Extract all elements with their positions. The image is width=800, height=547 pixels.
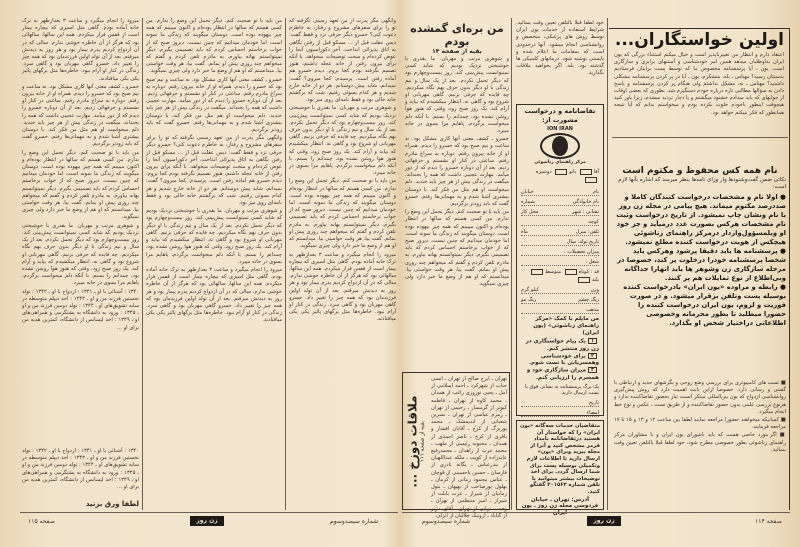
article-intro <box>614 52 784 134</box>
hell-continued: بقیه از صفحه ۱۱۱ <box>419 420 426 462</box>
magazine-logo: زن روز <box>587 516 621 526</box>
story-headline <box>405 22 509 55</box>
checkbox-mrs[interactable] <box>555 169 567 175</box>
left-column-3 <box>22 18 139 444</box>
address-text: آدرس: تهران ـ خیابان فردوسی مجله زن روز ـ یون <box>521 496 599 510</box>
form-title: تقاضانامه و درخواست مشورت از: <box>524 107 596 124</box>
article-headline: اولین خواستگاران... <box>614 30 784 50</box>
field-weight[interactable]: وزن کیلو گرم <box>521 284 599 294</box>
side-note: خود لطفا قبلا بالتلفن تعیین وقت بنمائید. شرایط استفاده از خدمات یون ایران توسط روش های پزشکی، متخصص و روانشناسی انجام میشود. آنها درحدودی است که بمقامات ما اعلام شده و بایستی نوشته شود. درمانهای کلینیکی ها گذشته بود، بله، اگر بخواهید ملاقات بگذارید. <box>516 20 604 77</box>
hell-names: تهران ـ ایرج صالح از تهران ـ انسی جناب از شهرکرد ـ احمد اسلامی از آمل ـ یحیی نوروزی راغب از همدان ـ محمد کاوه از تهران ـ فاطمه کیوتر از گرمسار ـ رحیمی از تهران ـ زمزم عباسی از تهران ـ نسرین شعبانی از اندیمشک ـ محمد پوربرگ از کرج ـ آقایان افشار و باقری از کرج ـ ناصر احمدی از همدان ـ محبوبه رئیسی از ملهب ـ محمد عرب از زاهدان ـ محمدرفیع عابدزاده از کویت ـ ملکه عبداللهیان از بندرعباس ـ یگانه نادری از فارسان ـ حسین یاحسینی از قوچان ـ عباس محمود زمانی از کرمان ـ بهلول پورصاحب از بهبهان ـ بتول زمانیان از شیراز ـ عزت بابلت از شیراز ـ امیر منتظمی از تهران ـ رحمت ترابی از تهران ـ آقای مزیر از گناباد ـ آروتیک جلالیان از انزلی. <box>431 376 507 519</box>
body-text: من باید با تو صحبت کنم. دیگر تحمل این وضع را ندارم. من کسی هستم که سالها در انتظار بوده‌ام و اکنون میبینم که همه چیز بیهوده بوده است. دوستان میگویند که زندگی ما نمونه است، اما خودمان میدانیم که چنین نیست. دیروز صبح که از خواب برخاستم احساس کردم که باید تصمیمی بگیرم. دیگر نمیتوانستم بهانه بیاورم. به مادرم تلفن کردم و گفتم که میخواهم چند روزی پیش او بمانم. گفت بیا، هر وقت خواستی بیا. میدانستم که او هم از وضع ما خبر دارد ولی چیزی نمیگوید. <box>405 209 509 288</box>
info-text: متقاضیان خدمات سه‌گانه «یون ایران» را که خواستار آن هستید درتقاضانامه بامداد قرمز مشخص کنید و آنرا از مجله ببرید وبرای «یون» ارسال دارید تا اطلاعات لازم وتکمیلی بوسیله پست برای شما ارسال گردد. برای اخذ توضیحات بیشتر میتوانید با تلفن شماره ۳۰۱۵۶۲ گفتگو کنید. <box>520 423 600 495</box>
timeline-block <box>22 448 139 498</box>
field-religion[interactable]: مذهب <box>521 304 599 314</box>
field-birthdate[interactable]: تاریخ تولد: سال <box>521 236 599 246</box>
left-column-2 <box>146 18 282 508</box>
field-address[interactable]: نشانی : شهر محل کار <box>521 206 599 216</box>
story-title: من بره‌ای گمشده بودم <box>410 22 504 48</box>
note-text: ■ اگر مورد خاصی هست که باید باشورای یون ایران و با مشاوران مرکز راهنمای زناشوئی بطور خصوصی مطرح شود، خود لطفا قبلا بالتلفن تعیین وقت بنمائید. <box>614 432 786 453</box>
column-divider <box>285 18 286 510</box>
field-date[interactable]: تاریخ <box>521 397 599 407</box>
field-education[interactable]: میزان تحصیلات : <box>521 246 599 256</box>
field-eye-color[interactable]: رنگ چشم رنگ مو <box>521 294 599 304</box>
privacy-intro: نکاتی ضمن گفت‌وشنودها وار ورای نامه‌ها بنظر میرسد که اشاره بآنها لازم است: <box>618 177 786 190</box>
turn-page-note: لطفا ورق بزنید <box>85 500 139 508</box>
option-1[interactable]: ۱یک پیام خواستگاری در زن روز منتشر کنم. <box>525 338 599 352</box>
body-text: خسرو ـ کشف معنی آنها کاری مشکل بود. نه ساعت و نیم صبح بود که خسرو را دیدم. همراه او از خانه بیرون رفتم. دوباره به سراغ مادرم رفتم. ساعتی در کنار او نشستم و حرفهائی زدیم. بعد از آن دوباره خسرو را دیدم که از دور میآمد. مهارت عجیبی داشت که همه را بخنداند. میگفت در زندگی بیش از هر چیز باید خندید. دلم میخواست او هم مثل من فکر کند. با دوستان بیشتری آشنا شدم و به مهمانی‌ها رفتم. خسرو گفت که باید زودتر برگردیم. <box>146 76 282 134</box>
privacy-bullet: ● اولا نام و مشخصات درخواست کنندگان کاملا و صددرصد مکتوم میماند. هیچ پیامی در مجله زن روز با نام ونشان چاپ نمیشود. از تاریخ درخواست وثبت نام مشخصات هرکس بصورت عدد درمیآید و جز خود او وبلمسؤول‌واردار درمرکز راهنمای زناشوئی هیچکس از هویت درخواست کننده مطلع نمیشود. <box>616 193 786 246</box>
timeline-text: ۱۳۴۰ : آشنائی با او ـ ۱۳۴۱ : ازدواج با او ـ ۱۳۴۲ : تولد نخستین فرزند من و او ـ ۱۳۴۳ : اخذ دیپلم متوسطه در سایه تشویق‌های او ـ ۱۳۴۴ : تولد دومین فرزند من و او ـ ۱۳۴۵ : ورود به دانشگاه به پشتگرمی و همراهی‌های او ـ ۱۳۴۹ : اخذ لیسانس از دانشگاه، کمترین هدیه من برای او ... <box>22 288 139 331</box>
body-text: وانگهی مگر پدرت از من تعهد رسمی نگرفته که تو را برای سفرهای مشروح و رفتار، به خاطرم دعوت کنی؟ خسرو دیگر حرفی نزد و فقط گفت: دیس عقلت قبل از ... مسکو قبل از رفتن نگاهی به اتاق پذیرائی انداخت. آخر دکوراسیون آنجا را عوض کرده‌ام و سخت توضیحات میخواهد. با آنکه برای بیرون رفتن از خانه عجله داشتم، هنوز تصمیم نگرفته بودم کجا بروم. دیدم خسرو هم آماده رفتن است. پرسیدم: کجا میروی؟ گفت: نمیدانم، شاید پیش دوستانم. هر دو از خانه خارج شدیم و هر کدام بسوئی رفتیم. شب که برگشتم خانه خالی بود و فقط نامه‌ای روی میز بود. <box>289 18 396 104</box>
bottom-notes <box>614 380 786 508</box>
column-divider <box>142 18 143 510</box>
section-divider <box>612 137 788 138</box>
body-text: من باید با تو صحبت کنم. دیگر تحمل این وضع را ندارم. من کسی هستم که سالها در انتظار بوده‌ام و اکنون میبینم که همه چیز بیهوده بوده است. دوستان میگویند که زندگی ما نمونه است، اما خودمان میدانیم که چنین نیست. دیروز صبح که از خواب برخاستم احساس کردم که باید تصمیمی بگیرم. دیگر نمیتوانستم بهانه بیاورم. به مادرم تلفن کردم و گفتم که میخواهم چند روزی پیش او بمانم. گفت بیا، هر وقت خواستی بیا. میدانستم که او هم از وضع ما خبر دارد ولی چیزی نمیگوید. <box>146 18 282 75</box>
field-job[interactable]: شغل : <box>521 256 599 266</box>
logo-circle <box>540 133 580 159</box>
column-divider <box>511 18 512 510</box>
hell-meeting-box <box>402 372 510 519</box>
field-alley[interactable]: کوچه <box>521 216 599 226</box>
body-text: و شوهری مرتب و مهربان. ما بقدری با خوشبختی نزدیک بودیم که شاید کسی نمیتوانست پیش‌بینی کند. روز بیست‌وچهارم بود که دیگر تحمل نکردم. بعد از یک سال و نیم زندگی با او دیگر بدون حرف بهم نگاه میکردیم. چه فایده که حرفی بزنیم. گاهی مهربانی او شروع بود و گاهی نه. انتظار میکشیدم که بیاید و آرام کند. یک روز صبح زود، وقتی که هنوز هوا روشن نشده بود، چمدانم را بستم. با آنکه دلم میخواست برگردم، پاهایم مرا بسوی در خانه میبرد. <box>146 208 282 265</box>
page-number-right: صفحه ۱۱۴ <box>755 518 782 525</box>
body-text: وانگهی مگر پدرت از من تعهد رسمی نگرفته که تو را برای سفرهای مشروح و رفتار، به خاطرم دعوت کنی؟ خسرو دیگر حرفی نزد و فقط گفت: دیس عقلت قبل از ... مسکو قبل از رفتن نگاهی به اتاق پذیرائی انداخت. آخر دکوراسیون آنجا را عوض کرده‌ام و سخت توضیحات میخواهد. با آنکه برای بیرون رفتن از خانه عجله داشتم، هنوز تصمیم نگرفته بودم کجا بروم. دیدم خسرو هم آماده رفتن است. پرسیدم: کجا میروی؟ گفت: نمیدانم، شاید پیش دوستانم. هر دو از خانه خارج شدیم و هر کدام بسوئی رفتیم. شب که برگشتم خانه خالی بود و فقط نامه‌ای روی میز بود. <box>146 135 282 207</box>
page-number-left: صفحه ۱۱۵ <box>28 518 55 525</box>
privacy-headline: نام همه کس محفوظ و مکتوم است <box>622 166 778 176</box>
privacy-section <box>614 166 786 328</box>
option-2[interactable]: ۲برای خودشناسی وهمسریابی با تست شوم. <box>528 352 599 366</box>
checkbox-mr[interactable] <box>580 169 592 175</box>
issue-number-right: شماره سیصدوسوم <box>422 518 471 525</box>
body-text: خسرو ـ کشف معنی آنها کاری مشکل بود. نه ساعت و نیم صبح بود که خسرو را دیدم. همراه او از خانه بیرون رفتم. دوباره به سراغ مادرم رفتم. ساعتی در کنار او نشستم و حرفهائی زدیم. بعد از آن دوباره خسرو را دیدم که از دور میآمد. مهارت عجیبی داشت که همه را بخنداند. میگفت در زندگی بیش از هر چیز باید خندید. دلم میخواست او هم مثل من فکر کند. با دوستان بیشتری آشنا شدم و به مهمانی‌ها رفتم. خسرو گفت که باید زودتر برگردیم. <box>22 83 139 148</box>
form-note: یک برگ پرسشنامه به نشانی فوق با پست ارسال دارید. <box>525 383 599 396</box>
title-options: آقا بانو دوشیزه <box>521 168 599 184</box>
body-text: من باید با تو صحبت کنم. دیگر تحمل این وضع را ندارم. من کسی هستم که سالها در انتظار بوده‌ام و اکنون میبینم که همه چیز بیهوده بوده است. دوستان میگویند که زندگی ما نمونه است، اما خودمان میدانیم که چنین نیست. دیروز صبح که از خواب برخاستم احساس کردم که باید تصمیمی بگیرم. دیگر نمیتوانستم بهانه بیاورم. به مادرم تلفن کردم و گفتم که میخواهم چند روزی پیش او بمانم. گفت بیا، هر وقت خواستی بیا. میدانستم که او هم از وضع ما خبر دارد ولی چیزی نمیگوید. <box>289 178 396 250</box>
issue-number-left: شماره سیصدوسوم <box>330 518 379 525</box>
body-text: و شوهری مرتب و مهربان. ما بقدری با خوشبختی نزدیک بودیم که شاید کسی نمیتوانست پیش‌بینی کند. روز بیست‌وچهارم بود که دیگر تحمل نکردم. بعد از یک سال و نیم زندگی با او دیگر بدون حرف بهم نگاه میکردیم. چه فایده که حرفی بزنیم. گاهی مهربانی او شروع بود و گاهی نه. انتظار میکشیدم که بیاید و آرام کند. یک روز صبح زود، وقتی که هنوز هوا روشن نشده بود، چمدانم را بستم. با آنکه دلم میخواست برگردم، پاهایم مرا بسوی در خانه میبرد. <box>22 222 139 287</box>
body-text: میرود را انجام میگیرد و ساعت ۳ بعدازظهر به ترک خانه آماده بودم. گاهی مثل اسیری که بیچاره بیمار است از قفس فرار میکردم. همه این سالها، سالهائی بود که هرگز از آن خاطره خوشی ندارم. سالی که در آن ازدواج کردیم پدرم بیمار بود و هر روز به دیدنش میرفتم. بعد از آن تولد اولین فرزندمان بود که همه چیز را تغییر داد. خسرو گاهی مهربان بود و گاهی سرد. زندگی در کنار او آرام نبود. خاطره‌ها مثل برگهای پائیز یکی یکی میافتادند. <box>289 251 396 323</box>
hell-title: ملاقات دوزخ ... <box>405 394 420 488</box>
body-text: میرود را انجام میگیرد و ساعت ۳ بعدازظهر به ترک خانه آماده بودم. گاهی مثل اسیری که بیچاره بیمار است از قفس فرار میکردم. همه این سالها، سالهائی بود که هرگز از آن خاطره خوشی ندارم. سالی که در آن ازدواج کردیم پدرم بیمار بود و هر روز به دیدنش میرفتم. بعد از آن تولد اولین فرزندمان بود که همه چیز را تغییر داد. خسرو گاهی مهربان بود و گاهی سرد. زندگی در کنار او آرام نبود. خاطره‌ها مثل برگهای پائیز یکی یکی میافتادند. <box>146 266 282 324</box>
timeline-text: ۱۳۴۰ : آشنائی با او ـ ۱۳۴۱ : ازدواج با او ـ ۱۳۴۲ : تولد نخستین فرزند من و او ـ ۱۳۴۳ : اخذ دیپلم متوسطه در سایه تشویق‌های او ـ ۱۳۴۴ : تولد دومین فرزند من و او ـ ۱۳۴۵ : ورود به دانشگاه به پشتگرمی و همراهی‌های او ـ ۱۳۴۹ : اخذ لیسانس از دانشگاه، کمترین هدیه من برای او ... <box>22 448 139 491</box>
body-text: و شوهری مرتب و مهربان. ما بقدری با خوشبختی نزدیک بودیم که شاید کسی نمیتوانست پیش‌بینی کند. روز بیست‌وچهارم بود که دیگر تحمل نکردم. بعد از یک سال و نیم زندگی با او دیگر بدون حرف بهم نگاه میکردیم. چه فایده که حرفی بزنیم. گاهی مهربانی او شروع بود و گاهی نه. انتظار میکشیدم که بیاید و آرام کند. یک روز صبح زود، وقتی که هنوز هوا روشن نشده بود، چمدانم را بستم. با آنکه دلم میخواست برگردم، پاهایم مرا بسوی در خانه میبرد. <box>289 105 396 177</box>
body-text: و شوهری مرتب و مهربان. ما بقدری با خوشبختی نزدیک بودیم که شاید کسی نمیتوانست پیش‌بینی کند. روز بیست‌وچهارم بود که دیگر تحمل نکردم. بعد از یک سال و نیم زندگی با او دیگر بدون حرف بهم نگاه میکردیم. چه فایده که حرفی بزنیم. گاهی مهربانی او شروع بود و گاهی نه. انتظار میکشیدم که بیاید و آرام کند. یک روز صبح زود، وقتی که هنوز هوا روشن نشده بود، چمدانم را بستم. با آنکه دلم میخواست برگردم، پاهایم مرا بسوی در خانه میبرد. <box>405 56 509 135</box>
field-first-name[interactable]: نام خیابان <box>521 186 599 196</box>
story-column <box>405 56 509 365</box>
ion-logo <box>521 126 599 166</box>
logo-caption: مرکز راهنمای زناشوئی <box>534 160 586 165</box>
option-3[interactable]: ۳میزان سازگاری خود و همسرم را ارزیابی کنم. <box>526 367 599 381</box>
footer-rule <box>20 512 398 513</box>
field-phone[interactable]: تلفن: منزل ماه <box>521 226 599 236</box>
privacy-bullet: ● پرسشنامه ها باید دقیقا پرشود وهرکس باید شخصا پرسشنامه خودرا درخلوت پر کند، خصوصا در مرحله سازگاری زن وشوهر ها باید انهارا جداگانه وبی‌اطلاع از نوع تمایلات هم پر کنند. <box>617 247 786 282</box>
story-continued: بقیه از صفحه ۱۴ <box>432 48 482 55</box>
note-text: ■ کسانیکه میخواهند حضورا مراجعه نمایند لطفا بین ساعت ۱۲ و ۱۳ و ۱۵ تا ۱۷ مراجعه فرمایند. <box>614 417 787 431</box>
magazine-logo: زن روز <box>190 516 224 526</box>
footer-rule <box>402 512 790 513</box>
form-side-column <box>516 20 604 100</box>
note-text: ■ تست های کامپیوتری برای بررسی وضع روحی و نگرشهای جدید و ارتباطی با گفتنی و رسانی دارد. خصوصا ازاین بابت اهمیت دارد که روش پیش‌گیری روانشناسی ازدواج که یون بین‌المللی مبتکر آنست نیاز بحضور تقاضاکننده ندارد و هرنوع بررسی علمی بدون حضور تقاضاکننده و از طریق تست ـ عکس و نوع خط انجام میگیرد. <box>614 380 786 415</box>
body-text: میرود را انجام میگیرد و ساعت ۳ بعدازظهر به ترک خانه آماده بودم. گاهی مثل اسیری که بیچاره بیمار است از قفس فرار میکردم. همه این سالها، سالهائی بود که هرگز از آن خاطره خوشی ندارم. سالی که در آن ازدواج کردیم پدرم بیمار بود و هر روز به دیدنش میرفتم. بعد از آن تولد اولین فرزندمان بود که همه چیز را تغییر داد. خسرو گاهی مهربان بود و گاهی سرد. زندگی در کنار او آرام نبود. خاطره‌ها مثل برگهای پائیز یکی یکی میافتادند. <box>22 18 139 82</box>
application-form <box>516 104 604 416</box>
checkbox-miss[interactable] <box>585 177 597 183</box>
info-box <box>516 420 604 510</box>
column-divider <box>607 18 608 510</box>
hell-headline <box>403 373 429 509</box>
request-intro: من مایلم با کمک «مرکز راهنمای زناشوئی» (یون ایران) <box>533 316 599 336</box>
body-text: خسرو ـ کشف معنی آنها کاری مشکل بود. نه ساعت و نیم صبح بود که خسرو را دیدم. همراه او از خانه بیرون رفتم. دوباره به سراغ مادرم رفتم. ساعتی در کنار او نشستم و حرفهائی زدیم. بعد از آن دوباره خسرو را دیدم که از دور میآمد. مهارت عجیبی داشت که همه را بخنداند. میگفت در زندگی بیش از هر چیز باید خندید. دلم میخواست او هم مثل من فکر کند. با دوستان بیشتری آشنا شدم و به مهمانی‌ها رفتم. خسرو گفت که باید زودتر برگردیم. <box>405 136 509 208</box>
intro-text: اعتقاد دارم و انتظار من تغییرناپذیر است و خیال میکنم استثناء بزرگی که یون ایران بداوطلبان میدهد همین امر خودشناسی و آستنهای برابری و سازگاری است. یون ـ آیا پرسشنامه مخصوص ما که توسط پست برایتان فرستادیم بدستتان رسید؟ مهناس ـ بله، متشکرم. یون ـ آیا در پر کردن پرسشنامه مشکلی داشتید؟ مهناس ـ نه، مشکل نداشتم ولی هنگام پر کردن پرسشنامه و پاسخ دادن به سؤالها مطالبی تازه درباره خودم دستگیرم شد. بطوری که بعضی اوقات از جوابهای که باید میدادم خشنود میگشتم و یا دچار تردید میشدم، زیرا باور کنید هیچوقت اینطور باخودم خلوت نکرده بودم و میخواستم بدانم که آیا نتیجه همانطور که فکر میکنم خواهد بود. <box>613 52 784 116</box>
field-last-name[interactable]: نام خانوادگی شماره <box>521 196 599 206</box>
field-signature[interactable]: امضاء <box>521 407 599 417</box>
field-height[interactable]: قد : کوتاه متوسط بلند <box>521 268 599 284</box>
privacy-bullet: ● رابطه و مراوده «یون ایران» بادرخواست کننده بوسیله پست وتلفن برقرار میشود. و در صورت فوریت و لزوم، یون ایران درخواست کننده را حضورا میطلبد تا بطور محرمانه وخصوصی اطلاعاتی دراختیار شخص او بگذارد. <box>623 283 786 327</box>
left-column-1 <box>289 18 396 508</box>
body-text: من باید با تو صحبت کنم. دیگر تحمل این وضع را ندارم. من کسی هستم که سالها در انتظار بوده‌ام و اکنون میبینم که همه چیز بیهوده بوده است. دوستان میگویند که زندگی ما نمونه است، اما خودمان میدانیم که چنین نیست. دیروز صبح که از خواب برخاستم احساس کردم که باید تصمیمی بگیرم. دیگر نمیتوانستم بهانه بیاورم. به مادرم تلفن کردم و گفتم که میخواهم چند روزی پیش او بمانم. گفت بیا، هر وقت خواستی بیا. میدانستم که او هم از وضع ما خبر دارد ولی چیزی نمیگوید. <box>22 149 139 221</box>
logo-text: ION IRAN <box>547 126 573 132</box>
